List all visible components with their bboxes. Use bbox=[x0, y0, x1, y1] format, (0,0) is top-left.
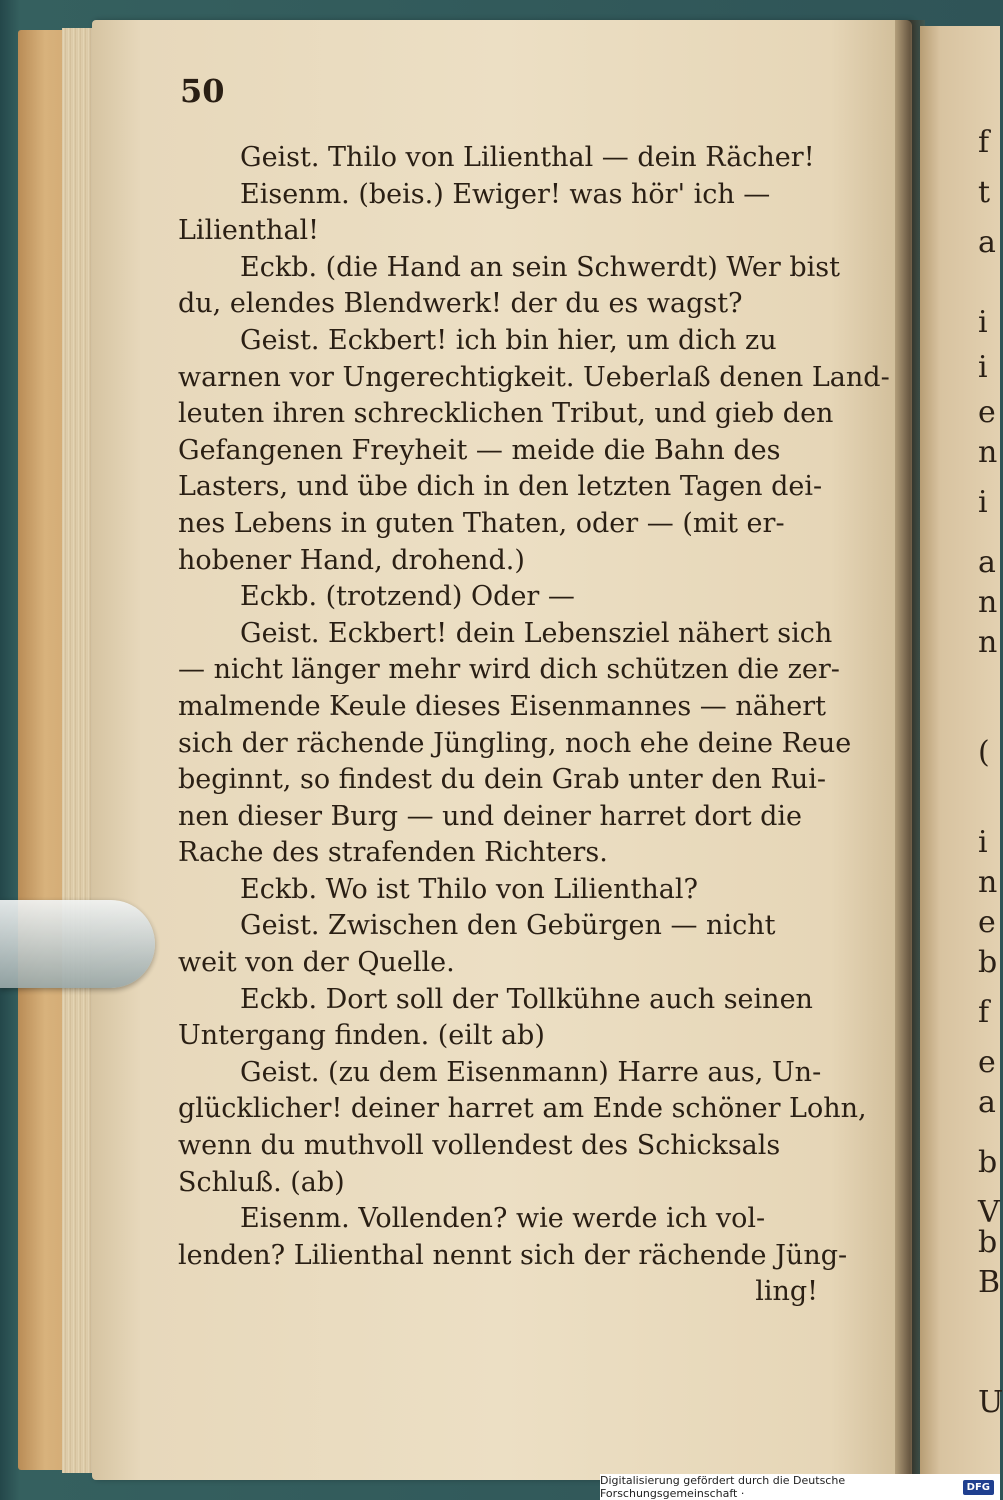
facing-page-char: U bbox=[978, 1385, 1003, 1420]
page-text bbox=[178, 140, 890, 1311]
page-number: 50 bbox=[180, 72, 225, 110]
page-holder-clip bbox=[0, 900, 155, 988]
facing-page-char: f bbox=[978, 995, 990, 1030]
text-line: Eckb. Dort soll der Tollkühne auch seinen bbox=[240, 983, 813, 1015]
facing-page-char: b bbox=[978, 1225, 998, 1260]
text-line: Schluß. (ab) bbox=[178, 1166, 345, 1198]
facing-page-char: n bbox=[978, 625, 998, 660]
facing-page-char: n bbox=[978, 435, 998, 470]
text-line: Eckb. (die Hand an sein Schwerdt) Wer bist bbox=[240, 251, 840, 283]
facing-page-char: V bbox=[978, 1195, 1000, 1230]
facing-page-char: n bbox=[978, 865, 998, 900]
facing-page-char: e bbox=[978, 395, 996, 430]
text-line: nen dieser Burg — und deiner harret dort die bbox=[178, 800, 803, 832]
digitization-footer bbox=[600, 1474, 1000, 1500]
facing-page-char: t bbox=[978, 175, 991, 210]
text-line: Lasters, und übe dich in den letzten Tagen dei- bbox=[178, 471, 823, 503]
text-line: Geist. Eckbert! dein Lebensziel nähert sich bbox=[240, 617, 833, 649]
text-line: — nicht länger mehr wird dich schützen die zer- bbox=[178, 654, 840, 686]
facing-page-char: ( bbox=[978, 735, 990, 770]
text-line: glücklicher! deiner harret am Ende schöner Lohn, bbox=[178, 1093, 867, 1125]
text-line: Geist. Zwischen den Gebürgen — nicht bbox=[240, 910, 776, 942]
facing-page-char: f bbox=[978, 125, 990, 160]
facing-page-char: i bbox=[978, 825, 988, 860]
text-line: Rache des strafenden Richters. bbox=[178, 837, 608, 869]
text-line: warnen vor Ungerechtigkeit. Ueberlaß denen Land- bbox=[178, 361, 890, 393]
catchword: ling! bbox=[755, 1276, 818, 1308]
facing-page-char: n bbox=[978, 585, 998, 620]
text-line: Untergang finden. (eilt ab) bbox=[178, 1020, 545, 1052]
facing-page-char: i bbox=[978, 485, 988, 520]
text-line: wenn du muthvoll vollendest des Schicksals bbox=[178, 1130, 781, 1162]
text-line: Lilienthal! bbox=[178, 215, 320, 247]
facing-page-char: e bbox=[978, 905, 996, 940]
facing-page-char: a bbox=[978, 225, 996, 260]
facing-page-char: B bbox=[978, 1265, 1001, 1300]
facing-page-char: a bbox=[978, 1085, 996, 1120]
text-line: lenden? Lilienthal nennt sich der rächende Jüng- bbox=[178, 1239, 848, 1271]
footer-text: Digitalisierung gefördert durch die Deutsche Forschungsgemeinschaft · bbox=[600, 1474, 846, 1500]
dfg-logo: DFG bbox=[963, 1480, 994, 1495]
facing-page-char: i bbox=[978, 350, 988, 385]
text-line: nes Lebens in guten Thaten, oder — (mit er- bbox=[178, 507, 785, 539]
text-line: Eisenm. (beis.) Ewiger! was hör' ich — bbox=[240, 178, 771, 210]
text-line: sich der rächende Jüngling, noch ehe deine Reue bbox=[178, 727, 852, 759]
text-line: du, elendes Blendwerk! der du es wagst? bbox=[178, 288, 743, 320]
text-line: Eckb. (trotzend) Oder — bbox=[240, 581, 575, 613]
text-line: Eckb. Wo ist Thilo von Lilienthal? bbox=[240, 873, 698, 905]
facing-page-char: e bbox=[978, 1045, 996, 1080]
text-line: malmende Keule dieses Eisenmannes — nähert bbox=[178, 690, 826, 722]
text-line: Eisenm. Vollenden? wie werde ich vol- bbox=[240, 1203, 766, 1235]
text-line: leuten ihren schrecklichen Tribut, und gieb den bbox=[178, 398, 834, 430]
facing-page-char: b bbox=[978, 1145, 998, 1180]
text-line: Geist. Thilo von Lilienthal — dein Rächer! bbox=[240, 142, 815, 173]
text-line: Geist. Eckbert! ich bin hier, um dich zu bbox=[240, 324, 777, 356]
text-line: Geist. (zu dem Eisenmann) Harre aus, Un- bbox=[240, 1056, 822, 1088]
text-line: beginnt, so findest du dein Grab unter den Rui- bbox=[178, 764, 826, 796]
text-line: hobener Hand, drohend.) bbox=[178, 544, 525, 576]
facing-page-char: a bbox=[978, 545, 996, 580]
facing-page-char: i bbox=[978, 305, 988, 340]
text-line: Gefangenen Freyheit — meide die Bahn des bbox=[178, 434, 781, 466]
text-line: weit von der Quelle. bbox=[178, 947, 455, 979]
facing-page-char: b bbox=[978, 945, 998, 980]
